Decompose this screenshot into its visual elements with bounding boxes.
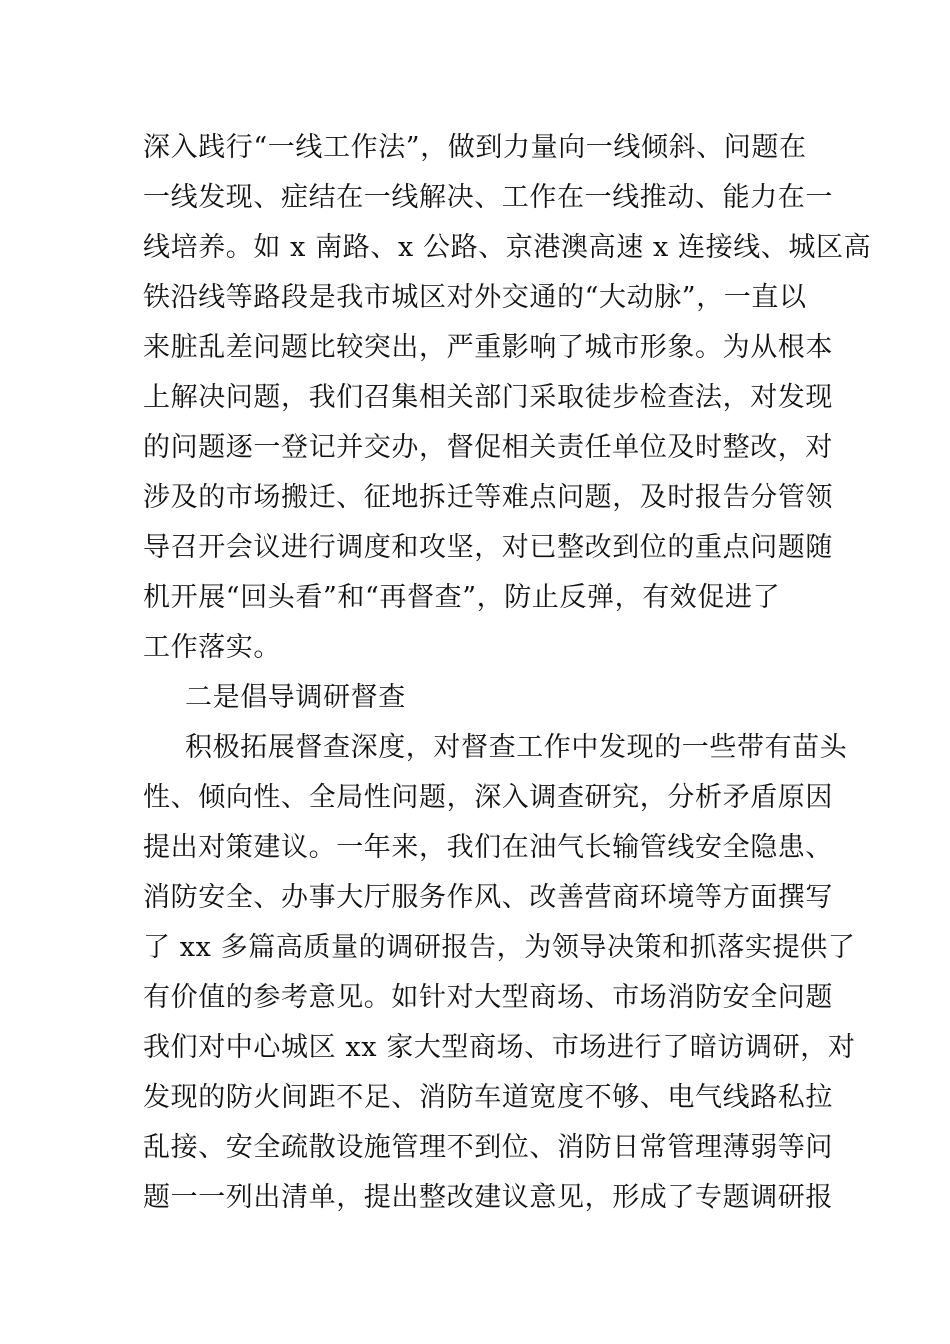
paragraph-line: 乱接、安全疏散设施管理不到位、消防日常管理薄弱等问 — [143, 1132, 833, 1163]
paragraph-line: 涉及的市场搬迁、征地拆迁等难点问题，及时报告分管领 — [143, 482, 833, 513]
paragraph-line: 消防安全、办事大厅服务作风、改善营商环境等方面撰写 — [143, 882, 833, 913]
paragraph-line: 工作落实。 — [143, 632, 281, 663]
paragraph-line: 题一一列出清单，提出整改建议意见，形成了专题调研报 — [143, 1182, 833, 1213]
paragraph-line: 发现的防火间距不足、消防车道宽度不够、电气线路私拉 — [143, 1082, 833, 1113]
paragraph-line: 一线发现、症结在一线解决、工作在一线推动、能力在一 — [143, 182, 833, 213]
paragraph-line: 线培养。如 x 南路、x 公路、京港澳高速 x 连接线、城区高 — [143, 232, 872, 263]
paragraph-line: 机开展“回头看”和“再督查”，防止反弹，有效促进了 — [143, 582, 781, 613]
paragraph-line: 导召开会议进行调度和攻坚，对已整改到位的重点问题随 — [143, 532, 833, 563]
paragraph-line: 了 xx 多篇高质量的调研报告，为领导决策和抓落实提供了 — [143, 932, 856, 963]
paragraph-line: 来脏乱差问题比较突出，严重影响了城市形象。为从根本 — [143, 332, 833, 363]
paragraph-line: 铁沿线等路段是我市城区对外交通的“大动脉”，一直以 — [143, 282, 807, 313]
paragraph-line: 的问题逐一登记并交办，督促相关责任单位及时整改，对 — [143, 432, 833, 463]
paragraph-line: 有价值的参考意见。如针对大型商场、市场消防安全问题 — [143, 982, 833, 1013]
paragraph-line: 性、倾向性、全局性问题，深入调查研究，分析矛盾原因 — [143, 782, 833, 813]
section-heading: 二是倡导调研督查 — [185, 682, 406, 713]
paragraph-line: 深入践行“一线工作法”，做到力量向一线倾斜、问题在 — [143, 132, 807, 163]
paragraph-line: 我们对中心城区 xx 家大型商场、市场进行了暗访调研，对 — [143, 1032, 856, 1063]
paragraph-line: 提出对策建议。一年来，我们在油气长输管线安全隐患、 — [143, 832, 833, 863]
paragraph-line: 上解决问题，我们召集相关部门采取徒步检查法，对发现 — [143, 382, 833, 413]
paragraph-line: 积极拓展督查深度，对督查工作中发现的一些带有苗头 — [185, 732, 848, 763]
